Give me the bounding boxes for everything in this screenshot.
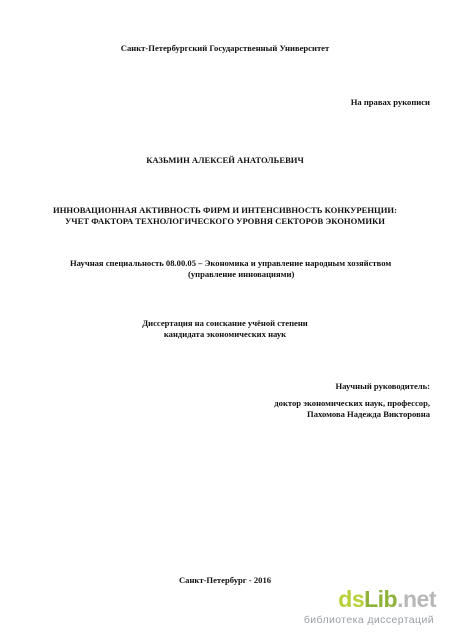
watermark-subtitle: библиотека диссертаций — [303, 614, 434, 626]
logo-lib: Lib — [364, 586, 398, 612]
logo-net: .net — [397, 586, 436, 612]
dissertation-title — [0, 205, 450, 227]
supervisor-label: Научный руководитель: — [335, 381, 430, 391]
dslib-watermark — [246, 586, 436, 630]
dslib-logo — [338, 586, 436, 612]
university-name: Санкт-Петербургский Государственный Университет — [120, 43, 330, 53]
specialty-line-1: Научная специальность 08.00.05 – Экономика и управление народным хозяйством — [70, 258, 392, 268]
degree-line-2: кандидата экономических наук — [163, 329, 287, 339]
manuscript-rights: На правах рукописи — [350, 97, 430, 107]
specialty-line-2: (управление инновациями) — [188, 269, 295, 279]
title-line-1: ИННОВАЦИОННАЯ АКТИВНОСТЬ ФИРМ И ИНТЕНСИВНОСТЬ КОНКУРЕНЦИИ: — [53, 205, 397, 215]
logo-ds: ds — [338, 586, 365, 612]
title-line-2: УЧЕТ ФАКТОРА ТЕХНОЛОГИЧЕСКОГО УРОВНЯ СЕКТОРОВ ЭКОНОМИКИ — [64, 216, 385, 226]
author-name: КАЗЬМИН АЛЕКСЕЙ АНАТОЛЬЕВИЧ — [146, 155, 304, 165]
degree-statement — [0, 318, 450, 340]
degree-line-1: Диссертация на соискание учёной степени — [142, 318, 308, 328]
supervisor-name: Пахомова Надежда Викторовна — [307, 409, 430, 419]
city-year: Санкт-Петербург - 2016 — [178, 575, 272, 585]
scientific-specialty — [70, 258, 430, 280]
supervisor-degree: доктор экономических наук, профессор, — [274, 398, 430, 408]
